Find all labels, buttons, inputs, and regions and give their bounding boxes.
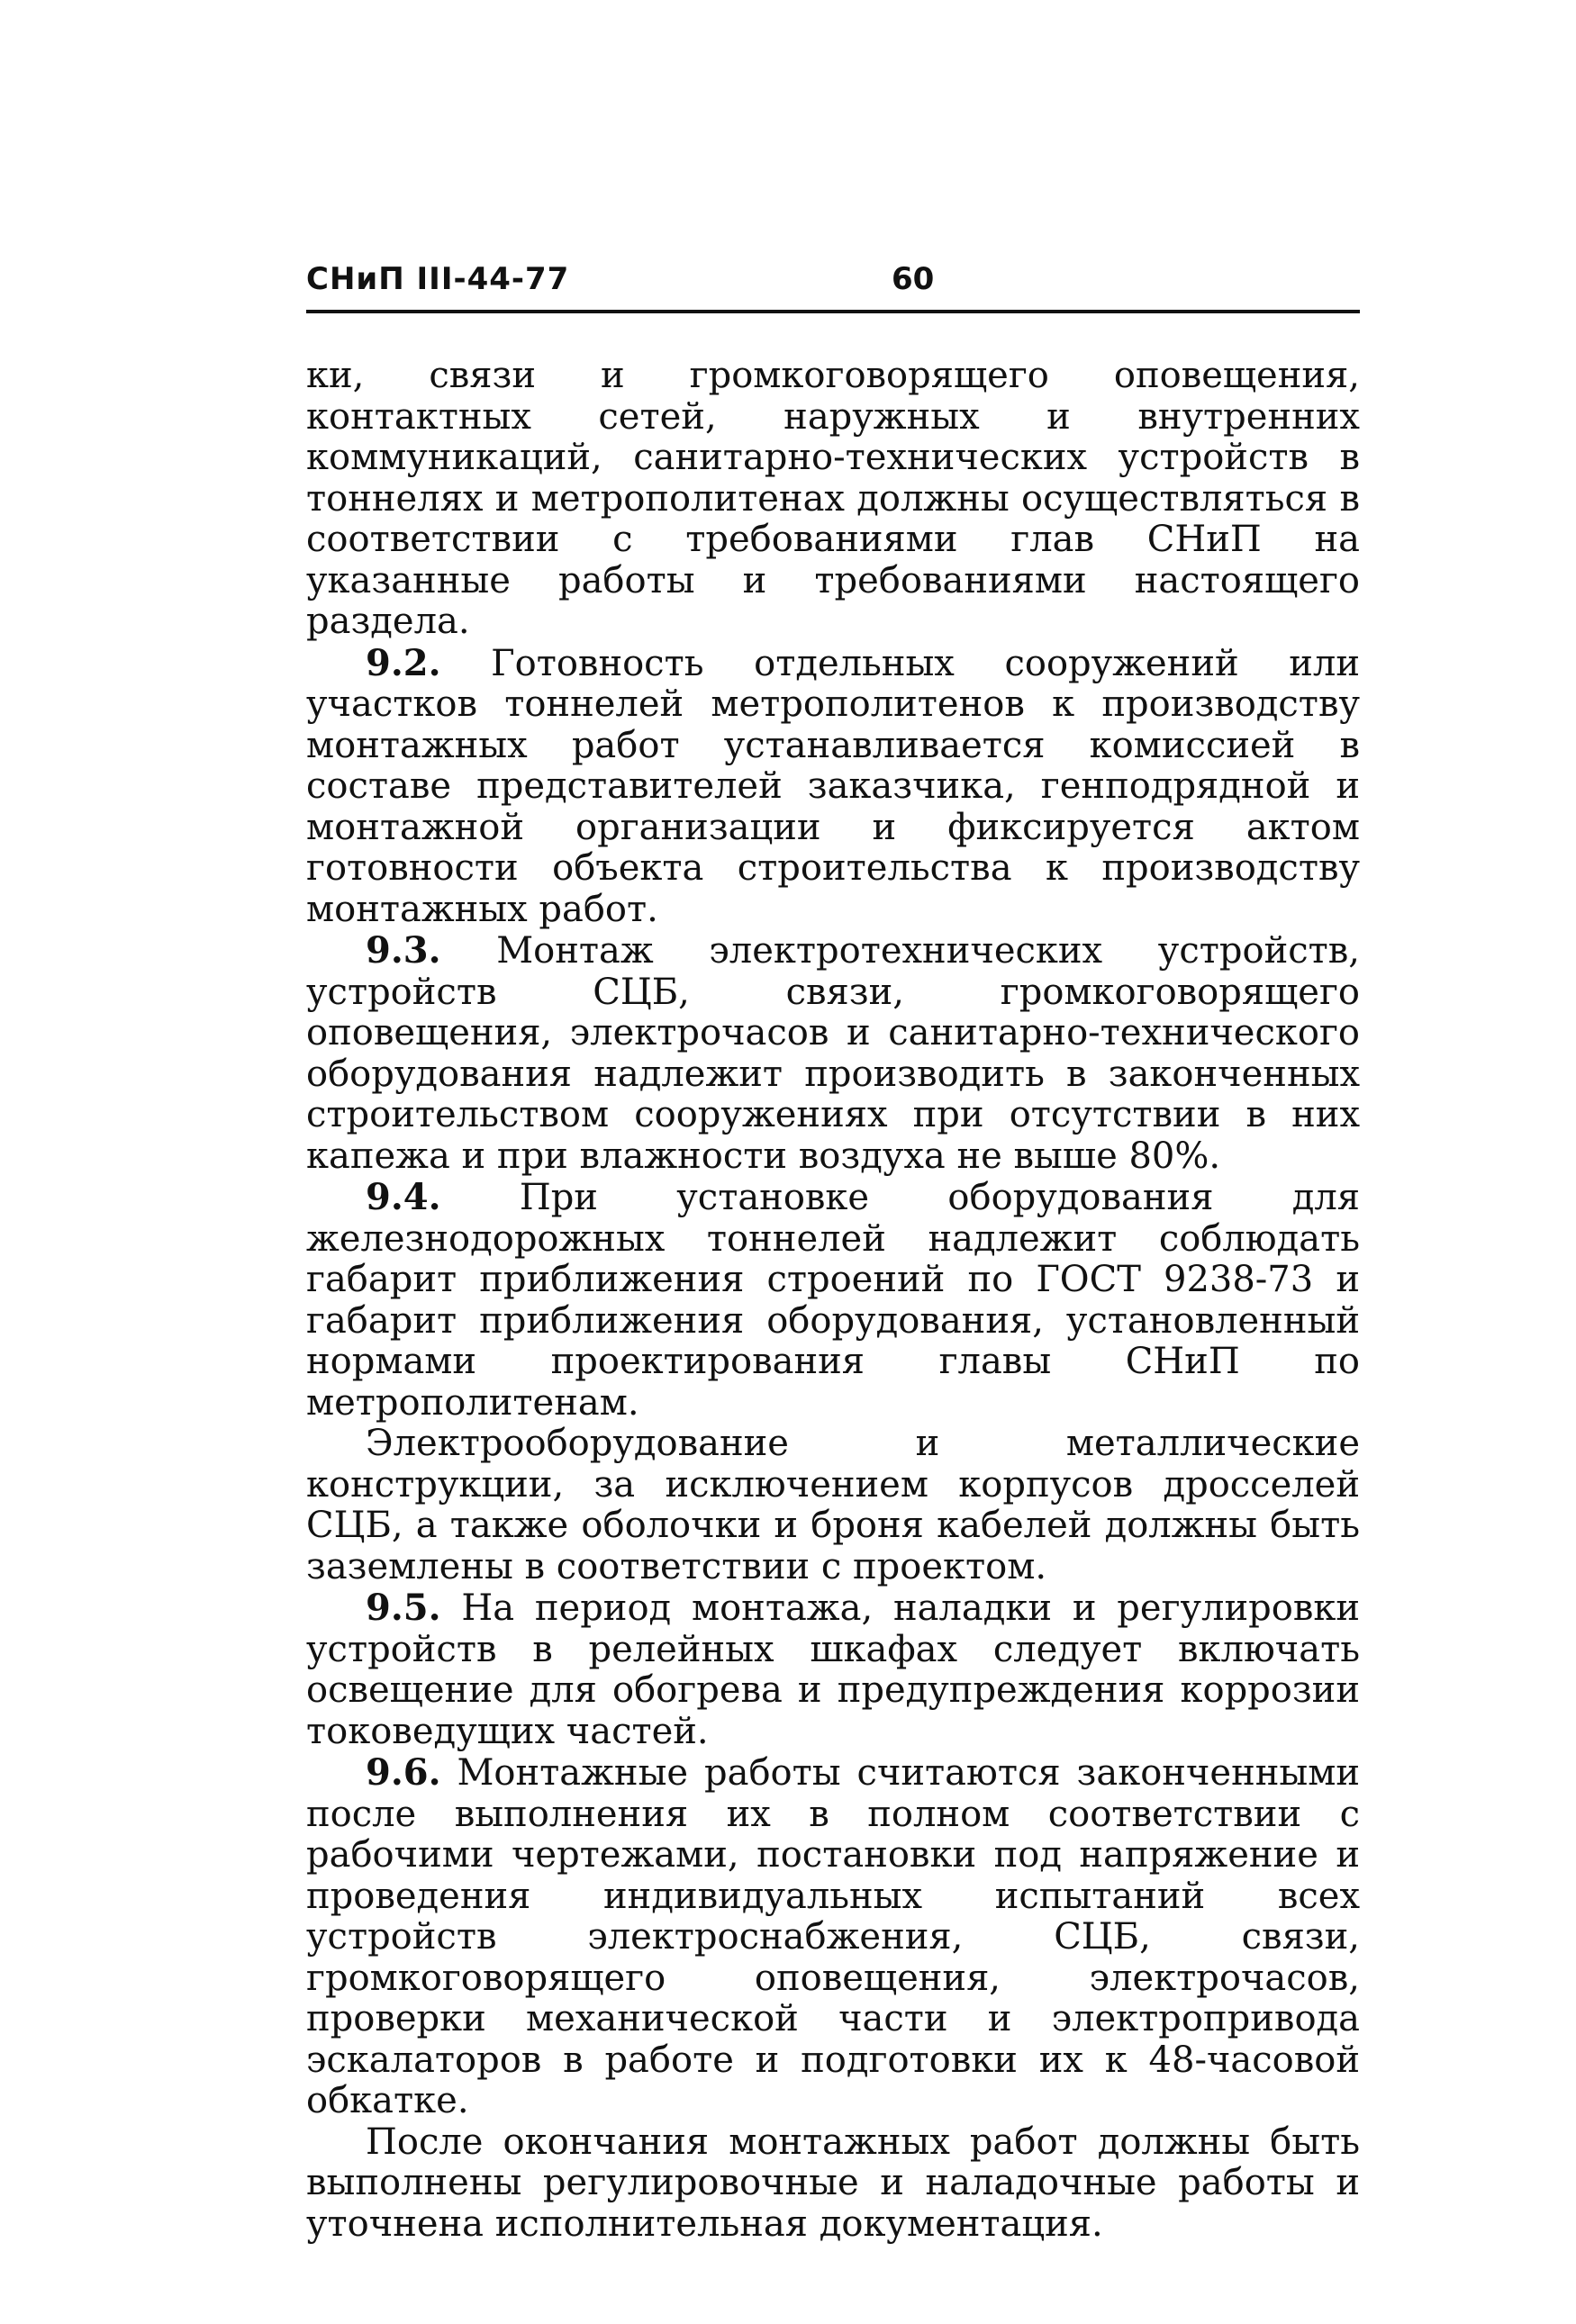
paragraph-9-2 [306,643,1360,931]
paragraph-9-4 [306,1177,1360,1424]
body-text [306,356,1360,2245]
clause-number: 9.2. [366,641,441,684]
clause-number: 9.4. [366,1176,441,1218]
paragraph-9-3 [306,930,1360,1177]
paragraph-text: При установке оборудования для железнодорожных тоннелей надлежит соблюдать габарит приближения строений по ГОСТ 9238-73 и габарит приближения оборудования, установленный нормами проектирования главы СНиП по метрополитенам. [306,1177,1360,1424]
paragraph-text: Электрооборудование и металлические конструкции, за исключением корпусов дросселей СЦБ, а также оболочки и броня кабелей должны быть заземлены в соответствии с проектом. [306,1423,1360,1587]
header-rule [306,310,1360,313]
paragraph-grounding [306,1424,1360,1587]
document-code: СНиП III-44-77 [306,261,570,297]
paragraph-text: Монтаж электротехнических устройств, устройств СЦБ, связи, громкоговорящего оповещения, электрочасов и санитарно-технического оборудования надлежит производить в законченных строительством сооружениях при отсутствии в них капежа и при влажности воздуха не выше 80%. [306,930,1360,1177]
page-header [306,261,1360,315]
paragraph-9-6 [306,1752,1360,2122]
paragraph-text: ки, связи и громкоговорящего оповещения, контактных сетей, наружных и внутренних коммуникаций, санитарно-технических устройств в тоннелях и метрополитенах должны осуществляться в соответствии с требованиями глав СНиП на указанные работы и требованиями настоящего раздела. [306,355,1360,642]
paragraph-continuation [306,356,1360,643]
paragraph-final [306,2122,1360,2246]
paragraph-text: Готовность отдельных сооружений или участков тоннелей метрополитенов к производству монтажных работ устанавливается комиссией в составе представителей заказчика, генподрядной и монтажной организации и фиксируется актом готовности объекта строительства к производству монтажных работ. [306,642,1360,930]
paragraph-text: Монтажные работы считаются законченными после выполнения их в полном соответствии с рабочими чертежами, постановки под напряжение и проведения индивидуальных испытаний всех устройств электроснабжения, СЦБ, связи, громкоговорящего оповещения, электрочасов, проверки механической части и электропривода эскалаторов в работе и подготовки их к 48-часовой обкатке. [306,1752,1360,2121]
page-number: 60 [892,261,935,297]
clause-number: 9.6. [366,1751,441,1794]
paragraph-text: После окончания монтажных работ должны быть выполнены регулировочные и наладочные работы и уточнена исполнительная документация. [306,2121,1360,2245]
clause-number: 9.3. [366,929,441,972]
paragraph-text: На период монтажа, наладки и регулировки устройств в релейных шкафах следует включать освещение для обогрева и предупреждения коррозии токоведущих частей. [306,1587,1360,1752]
clause-number: 9.5. [366,1587,441,1629]
paragraph-9-5 [306,1587,1360,1752]
